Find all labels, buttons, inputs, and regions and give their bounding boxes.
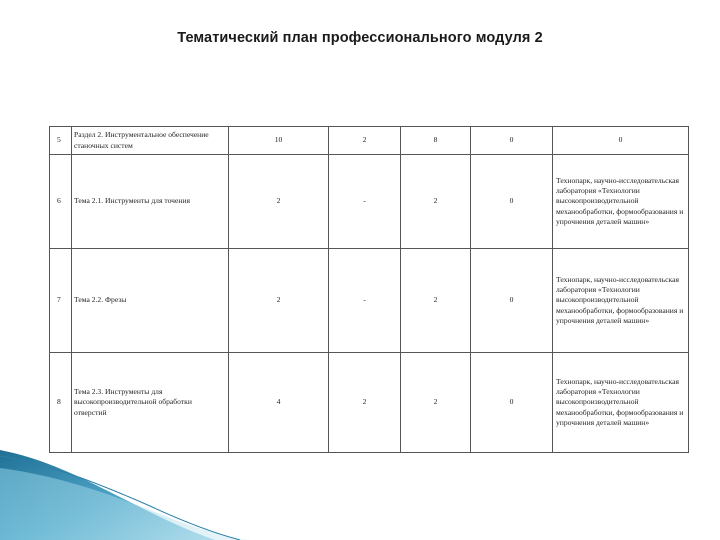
row-title: Тема 2.2. Фрезы: [72, 249, 229, 353]
slide-title: Тематический план профессионального модуля 2: [177, 30, 543, 46]
table-row: [50, 353, 689, 453]
hours-total: 4: [229, 353, 329, 453]
thematic-plan-table: [49, 126, 689, 453]
hours-other: 0: [471, 155, 553, 249]
table-row: [50, 127, 689, 155]
hours-total: 2: [229, 249, 329, 353]
row-place: Технопарк, научно-исследовательская лаборатория «Технологии высокопроизводительной механообработки, формообразования и упрочнения деталей машин»: [553, 353, 689, 453]
row-number: 5: [50, 127, 72, 155]
row-number: 8: [50, 353, 72, 453]
hours-total: 2: [229, 155, 329, 249]
row-place: Технопарк, научно-исследовательская лаборатория «Технологии высокопроизводительной механообработки, формообразования и упрочнения деталей машин»: [553, 249, 689, 353]
hours-total: 10: [229, 127, 329, 155]
hours-practice: 2: [401, 353, 471, 453]
table-row: [50, 155, 689, 249]
row-place: 0: [553, 127, 689, 155]
hours-other: 0: [471, 249, 553, 353]
row-number: 6: [50, 155, 72, 249]
row-place: Технопарк, научно-исследовательская лаборатория «Технологии высокопроизводительной механообработки, формообразования и упрочнения деталей машин»: [553, 155, 689, 249]
hours-theory: 2: [329, 353, 401, 453]
row-number: 7: [50, 249, 72, 353]
hours-theory: -: [329, 155, 401, 249]
wave-shape-light: [0, 468, 250, 540]
hours-practice: 8: [401, 127, 471, 155]
row-title: Раздел 2. Инструментальное обеспечение станочных систем: [72, 127, 229, 155]
row-title: Тема 2.3. Инструменты для высокопроизводительной обработки отверстий: [72, 353, 229, 453]
hours-theory: -: [329, 249, 401, 353]
table-row: [50, 249, 689, 353]
hours-other: 0: [471, 127, 553, 155]
hours-other: 0: [471, 353, 553, 453]
hours-theory: 2: [329, 127, 401, 155]
row-title: Тема 2.1. Инструменты для точения: [72, 155, 229, 249]
decorative-wave: [0, 450, 720, 540]
hours-practice: 2: [401, 249, 471, 353]
hours-practice: 2: [401, 155, 471, 249]
